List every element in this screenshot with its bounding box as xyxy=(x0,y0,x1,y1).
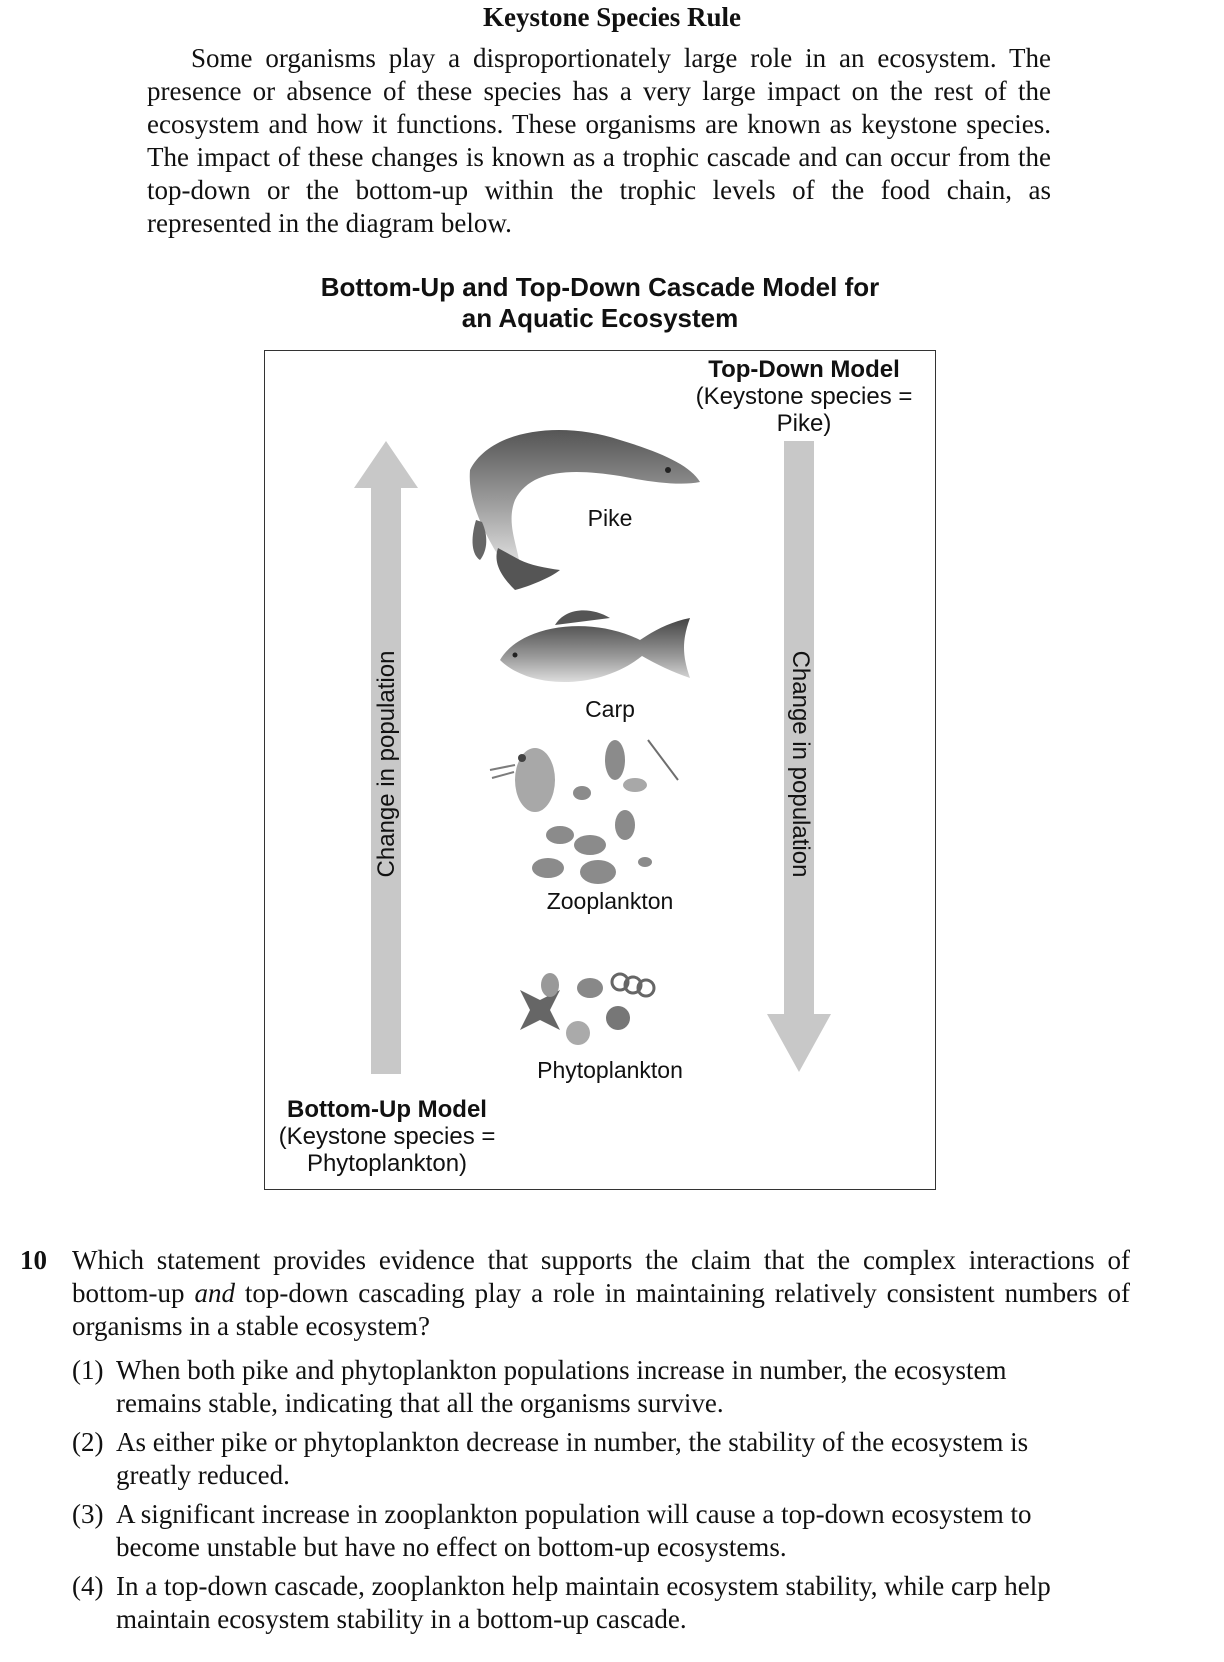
intro-paragraph: Some organisms play a disproportionately large role in an ecosystem. The presence or absence of these species has a very large impact on the rest of the ecosystem and how it functions. These organisms are known as keystone species. The impact of these changes is known as a trophic cascade and can occur from the top-down or the bottom-up within the trophic levels of the food chain, as represented in the diagram below. xyxy=(147,43,1051,238)
option-number: (4) xyxy=(72,1571,104,1601)
answer-option-3[interactable] xyxy=(72,1498,1052,1564)
option-number: (2) xyxy=(72,1427,104,1457)
question-text-part1: Which statement provides evidence that supports the claim that the complex interactions of bottom-up xyxy=(72,1245,1130,1308)
option-text: As either pike or phytoplankton decrease in number, the stability of the ecosystem is greatly reduced. xyxy=(116,1427,1029,1490)
question-text-emphasis: and xyxy=(194,1278,235,1308)
pike-label: Pike xyxy=(587,505,633,531)
question-number: 10 xyxy=(20,1245,47,1275)
option-number: (3) xyxy=(72,1499,104,1529)
bottom-up-line2: (Keystone species = xyxy=(278,1123,496,1150)
question-10 xyxy=(20,1244,1130,1343)
top-down-line3: Pike) xyxy=(776,410,832,437)
top-down-line2: (Keystone species = xyxy=(695,383,913,410)
answer-option-2[interactable] xyxy=(72,1426,1052,1492)
question-stem xyxy=(72,1244,1130,1343)
option-text: When both pike and phytoplankton populations increase in number, the ecosystem remains stable, indicating that all the organisms survive. xyxy=(116,1355,1007,1418)
option-text: A significant increase in zooplankton population will cause a top-down ecosystem to become unstable but have no effect on bottom-up ecosystems. xyxy=(116,1499,1032,1562)
answer-option-1[interactable] xyxy=(72,1354,1052,1420)
bottom-up-heading: Bottom-Up Model xyxy=(287,1096,487,1123)
phytoplankton-label: Phytoplankton xyxy=(537,1057,683,1083)
figure-title-line1: Bottom-Up and Top-Down Cascade Model for xyxy=(320,272,880,302)
zooplankton-icon xyxy=(490,740,678,884)
bottom-up-model-label xyxy=(262,1096,512,1177)
answer-options xyxy=(72,1354,1052,1642)
question-text-part2: top-down cascading play a role in maintaining relatively consistent numbers of organisms in a stable ecosystem? xyxy=(72,1278,1130,1341)
right-arrow-label: Change in population xyxy=(787,650,814,878)
carp-fish-icon xyxy=(500,610,690,682)
carp-label: Carp xyxy=(585,696,635,722)
option-text: In a top-down cascade, zooplankton help maintain ecosystem stability, while carp help maintain ecosystem stability in a bottom-up cascade. xyxy=(116,1571,1051,1634)
top-down-heading: Top-Down Model xyxy=(708,356,900,383)
option-number: (1) xyxy=(72,1355,104,1385)
zooplankton-label: Zooplankton xyxy=(546,888,674,914)
phytoplankton-icon xyxy=(520,973,654,1045)
left-arrow-label: Change in population xyxy=(373,650,400,878)
figure-title-line2: an Aquatic Ecosystem xyxy=(461,303,739,333)
answer-option-4[interactable] xyxy=(72,1570,1052,1636)
bottom-up-line3: Phytoplankton) xyxy=(306,1150,468,1177)
document-title: Keystone Species Rule xyxy=(483,2,741,32)
